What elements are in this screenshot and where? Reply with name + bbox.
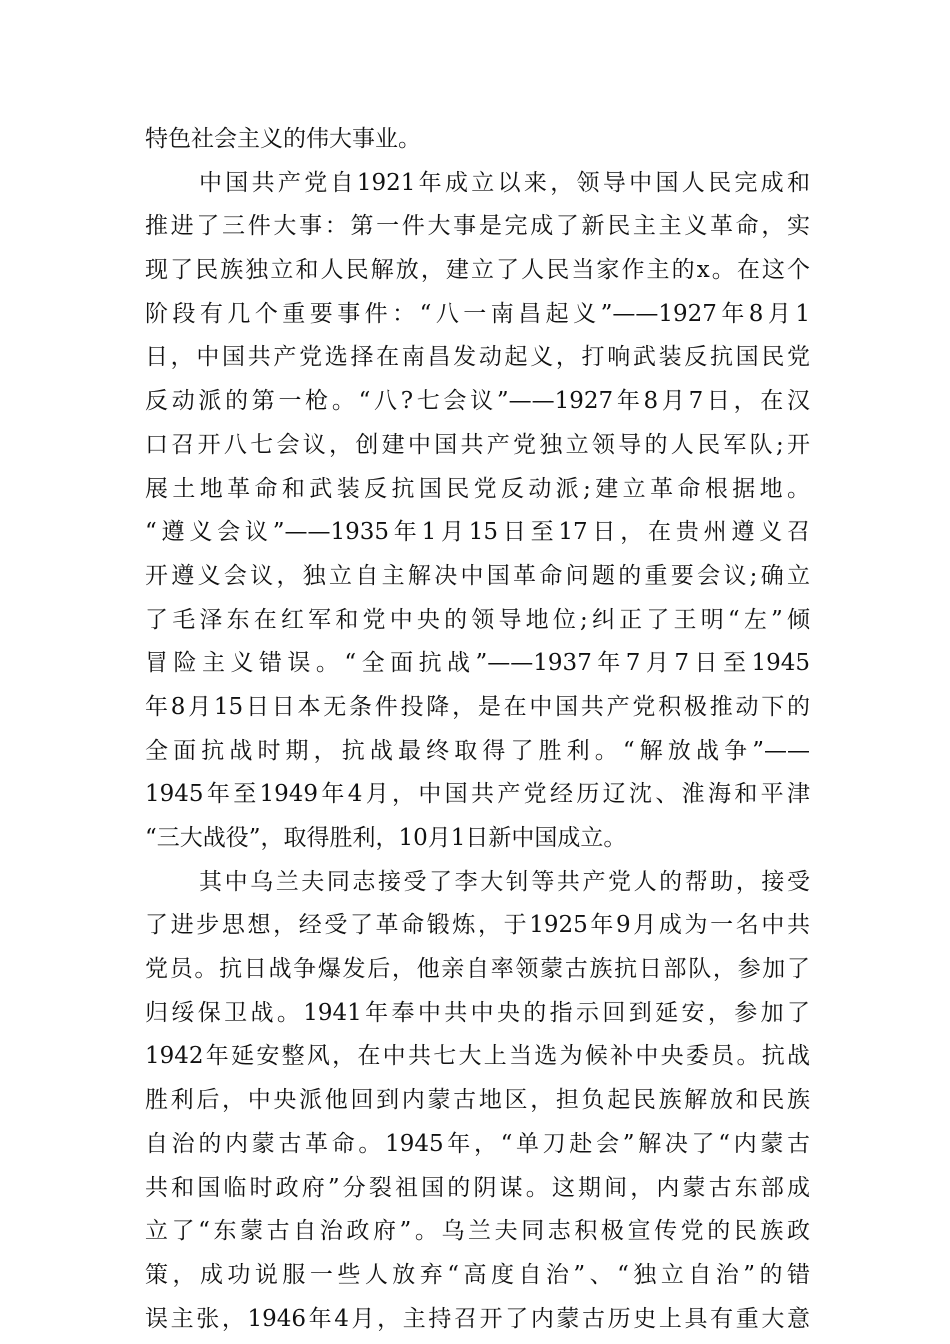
text-line: 全面抗战时期，抗战最终取得了胜利。“解放战争”—— — [145, 737, 810, 764]
text-line: 展土地革命和武装反抗国民党反动派;建立革命根据地。 — [145, 475, 810, 502]
text-line: 胜利后，中央派他回到内蒙古地区，担负起民族解放和民族 — [145, 1087, 810, 1114]
text-line: 共和国临时政府”分裂祖国的阴谋。这期间，内蒙古东部成 — [145, 1174, 810, 1201]
text-line: 党员。抗日战争爆发后，他亲自率领蒙古族抗日部队，参加了 — [145, 956, 810, 983]
text-line: 口召开八七会议，创建中国共产党独立领导的人民军队;开 — [145, 431, 810, 458]
text-line: 推进了三件大事：第一件大事是完成了新民主主义革命，实 — [145, 213, 810, 240]
text-line: 1945年至1949年4月，中国共产党经历辽沈、淮海和平津 — [145, 781, 810, 808]
text-line: 自治的内蒙古革命。1945年，“单刀赴会”解决了“内蒙古 — [145, 1130, 810, 1157]
text-line: 归绥保卫战。1941年奉中共中央的指示回到延安，参加了 — [145, 999, 810, 1026]
paragraph-first-line: 中国共产党自1921年成立以来，领导中国人民完成和 — [199, 169, 810, 196]
text-line: 日，中国共产党选择在南昌发动起义，打响武装反抗国民党 — [145, 344, 810, 371]
text-line: 反动派的第一枪。“八?七会议”——1927年8月7日，在汉 — [145, 388, 810, 415]
text-line: 了进步思想，经受了革命锻炼，于1925年9月成为一名中共 — [145, 912, 810, 939]
text-line: “遵义会议”——1935年1月15日至17日，在贵州遵义召 — [145, 519, 810, 546]
paragraph-first-line: 其中乌兰夫同志接受了李大钊等共产党人的帮助，接受 — [199, 868, 810, 895]
text-line: 1942年延安整风，在中共七大上当选为候补中央委员。抗战 — [145, 1043, 810, 1070]
text-line: 现了民族独立和人民解放，建立了人民当家作主的x。在这个 — [145, 257, 810, 284]
text-line: 了毛泽东在红军和党中央的领导地位;纠正了王明“左”倾 — [145, 606, 810, 633]
text-line: 年8月15日日本无条件投降，是在中国共产党积极推动下的 — [145, 693, 810, 720]
text-line: 立了“东蒙古自治政府”。乌兰夫同志积极宣传党的民族政 — [145, 1218, 810, 1245]
text-line: 误主张，1946年4月，主持召开了内蒙古历史上具有重大意 — [145, 1305, 810, 1332]
text-line: 策，成功说服一些人放弃“高度自治”、“独立自治”的错 — [145, 1261, 810, 1288]
text-line: “三大战役”，取得胜利，10月1日新中国成立。 — [145, 825, 627, 851]
text-line: 特色社会主义的伟大事业。 — [145, 126, 421, 152]
text-line: 阶段有几个重要事件：“八一南昌起义”——1927年8月1 — [145, 300, 810, 327]
text-line: 开遵义会议，独立自主解决中国革命问题的重要会议;确立 — [145, 562, 810, 589]
text-line: 冒险主义错误。“全面抗战”——1937年7月7日至1945 — [145, 650, 810, 677]
body-text — [145, 118, 810, 1341]
